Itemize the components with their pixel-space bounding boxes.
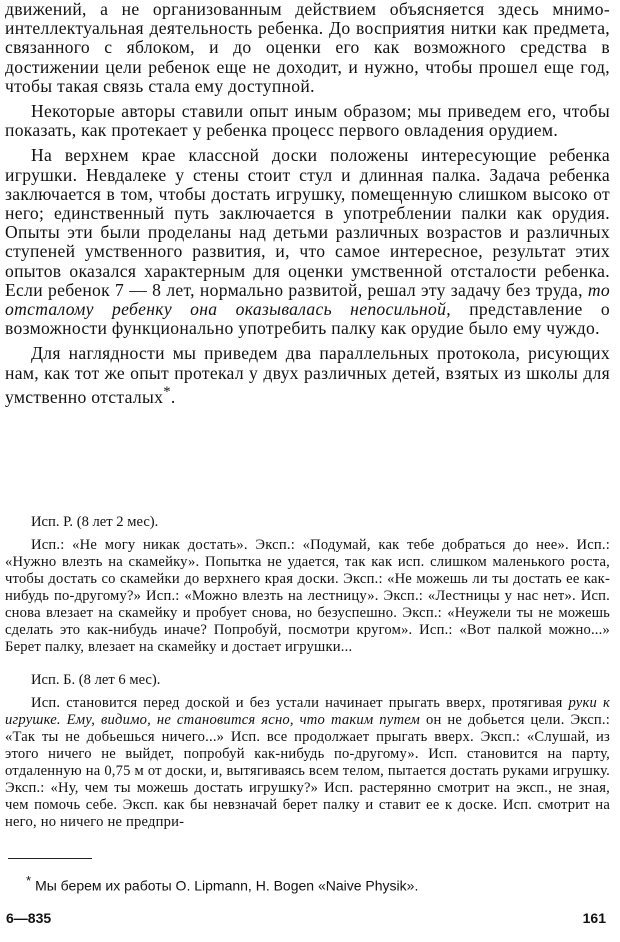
paragraph-3-end: представление о возможности функционально употребить палку как орудие было ему чуждо. xyxy=(5,299,611,339)
protocol-b-text xyxy=(5,695,610,831)
protocol-b-end: он не добьется цели. Эксп.: «Так ты не добьешься ничего...» Исп. все продолжает прыгать вверх. Эксп.: «Слушай, из этого ничего не выйдет, попробуй как-нибудь по-другому». Исп. становится на парту, отдаленную на 0,75 м от доски, и, вытягиваясь всем телом, пытается достать руками игрушку. Эксп.: «Ну, чем ты можешь достать игрушку?» Исп. растерянно смотрит на эксп., не зная, чем помочь себе. Эксп. как бы невзначай берет палку и ставит ее к доске. Исп. смотрит на него, но ничего не предпри- xyxy=(5,712,610,830)
paragraph-3-start: На верхнем крае классной доски положены интересующие ребенка игрушки. Невдалеке у стены стоит стул и длинная палка. Задача ребенка заключается в том, чтобы достать игрушку, помещенную слишком высоко от него; единственный путь заключается в употреблении палки как орудия. Опыты эти были проделаны над детьми различных возрастов и различных ступеней умственного развития, и, что самое интересное, результат этих опытов оказался характерным для оценки умственной отсталости ребенка. Если ребенок 7 — 8 лет, нормально развитой, решал эту задачу без труда, xyxy=(5,145,610,300)
paragraph-1: движений, а не организованным действием объясняется здесь мнимо-интеллектуальная деятельность ребенка. До восприятия нитки как предмета, связанного с яблоком, и до оценки его как возможного средства в достижении цели ребенок еще не доходит, и нужно, чтобы прошел еще год, чтобы такая связь стала ему доступной. xyxy=(5,0,610,96)
footnote xyxy=(26,872,610,895)
paragraph-4-text: Для наглядности мы приведем два параллельных протокола, рисующих нам, как тот же опыт протекал у двух различных детей, взятых из школы для умственно отсталых xyxy=(5,343,610,407)
protocol-b-start: Исп. становится перед доской и без устали начинает прыгать вверх, протягивая xyxy=(31,695,563,711)
page-number: 161 xyxy=(582,910,606,926)
protocol-r-heading: Исп. Р. (8 лет 2 мес). xyxy=(31,514,159,530)
protocol-b xyxy=(5,672,610,831)
paragraph-3 xyxy=(5,146,610,338)
footnote-divider xyxy=(8,858,92,859)
paragraph-2: Некоторые авторы ставили опыт иным образом; мы приведем его, чтобы показать, как протекает у ребенка процесс первого овладения орудием. xyxy=(5,101,610,141)
paragraph-4 xyxy=(5,344,610,406)
footnote-mark: * xyxy=(26,873,32,888)
paragraph-4-period: . xyxy=(170,386,176,407)
protocol-r xyxy=(5,514,610,656)
main-text xyxy=(5,0,610,413)
footnote-ref-mark: * xyxy=(163,383,171,400)
footnote-text: Мы берем их работы O. Lipmann, H. Bogen «Naive Physik». xyxy=(35,877,419,894)
protocol-r-text: Исп.: «Не могу никак достать». Эксп.: «Подумай, как тебе добраться до нее». Исп.: «Нужно влезть на скамейку». Попытка не удается, так как исп. слишком маленького роста, чтобы достать со скамейки до верхнего края доски. Эксп.: «Не можешь ли ты достать ее как-нибудь по-другому?» Исп.: «Можно влезть на лестницу». Эксп.: «Лестницы у нас нет». Исп. снова влезает на скамейку и пробует снова, но безуспешно. Эксп.: «Неужели ты не можешь сделать это как-нибудь иначе? Попробуй, посмотри кругом». Исп.: «Вот палкой можно...» Берет палку, влезает на скамейку и достает игрушки... xyxy=(5,537,610,655)
paragraph-3-italic: то отсталому ребенку она оказывалась непосильной, xyxy=(5,279,610,320)
printer-signature: 6—835 xyxy=(6,910,52,926)
protocol-b-italic: руки к игрушке. Ему, видимо, не становится ясно, что таким путем xyxy=(5,695,610,728)
protocol-b-heading: Исп. Б. (8 лет 6 мес). xyxy=(31,672,161,688)
